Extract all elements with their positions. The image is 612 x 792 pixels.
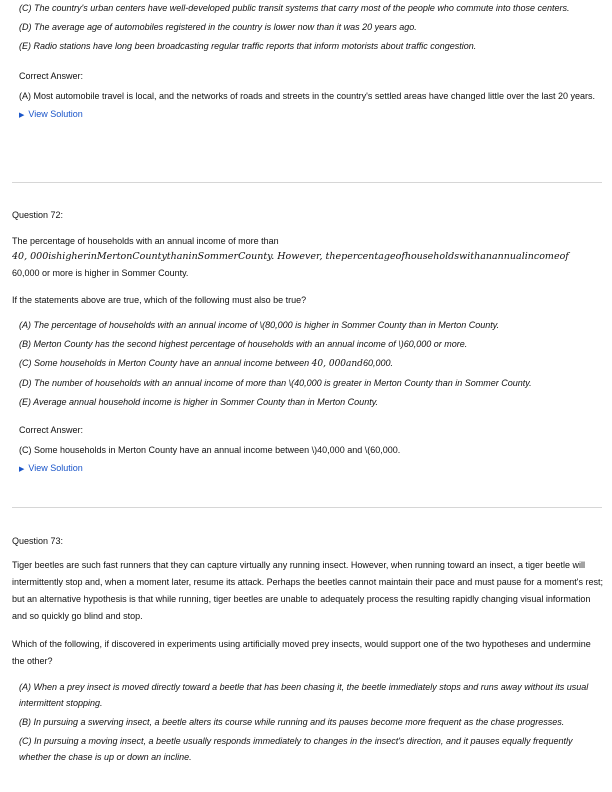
separator-q72-q73 [12,507,602,508]
q71-view-solution-toggle[interactable] [19,106,83,124]
q72-option-e [19,394,612,410]
q72-view-solution-toggle[interactable] [19,460,83,478]
q71-option-d: (D) The average age of automobiles registered in the country is lower now than it was 20 years ago. [19,22,417,32]
triangle-right-icon: ▶ [19,112,25,119]
q71-correct-answer: (A) Most automobile travel is local, and the networks of roads and streets in the country's settled areas have changed little over the last 20 years. [19,91,596,101]
q72-label: Question 72: [12,210,64,220]
q72-option-e-text: (E) Average annual household income is higher in Sommer County than in Merton County. [19,397,379,407]
q71-option-c: (C) The country's urban centers have well-developed public transit systems that carry most of the people who commute into those centers. [19,3,570,13]
q72-question: If the statements above are true, which of the following must also be true? [12,295,307,305]
q71-view-solution-label: View Solution [28,109,83,119]
q72-option-c-tail: 60,000. [362,358,393,368]
question-71-tail [0,0,612,124]
triangle-right-icon: ▶ [19,466,25,473]
q72-option-a-text: (A) The percentage of households with an annual income of \(80,000 is higher in Sommer County than in Merton County. [19,320,500,330]
q72-option-b-text: (B) Merton County has the second highest percentage of households with an annual income of \)60,000 or more. [19,339,468,349]
q73-question: Which of the following, if discovered in experiments using artificially moved prey insects, would support one of the two hypotheses and undermine the other? [12,639,591,666]
q72-correct-answer: (C) Some households in Merton County have an annual income between \)40,000 and \(60,000. [19,445,401,455]
q73-options [0,679,612,768]
q71-answer-block [19,68,612,124]
q71-option-e: (E) Radio stations have long been broadcasting regular traffic reports that inform motorists about traffic congestion. [19,41,477,51]
q73-option-c: (C) In pursuing a moving insect, a beetle usually responds immediately to changes in the insect's direction, and it pauses equally frequently whether the chase is up or down an incline. [19,736,573,762]
q73-option-a: (A) When a prey insect is moved directly toward a beetle that has been chasing it, the beetle immediately stops and runs away without its usual intermittent stopping. [19,682,589,708]
q72-option-d-text: (D) The number of households with an annual income of more than \(40,000 is greater in Merton County than in Sommer County. [19,378,532,388]
q72-stem [12,233,604,281]
q72-answer-section [0,422,612,478]
q72-view-solution-label: View Solution [28,463,83,473]
q72-stem-line1: The percentage of households with an annual income of more than [12,236,279,246]
q72-option-c [19,355,612,372]
q73-option-b: (B) In pursuing a swerving insect, a beetle alters its course while running and its pauses become more frequent as the chase progresses. [19,717,565,727]
q72-correct-answer-label: Correct Answer: [19,425,84,435]
q72-options [0,317,612,413]
q72-option-d [19,375,612,391]
q72-option-a [19,317,612,333]
q73-stem: Tiger beetles are such fast runners that they can capture virtually any running insect. However, when running toward an insect, a tiger beetle will intermittently stop and, when a moment later, resume its attack. Perhaps the beetles cannot maintain their pace and must pause for a moment's rest; but an alternative hypothesis is that while running, tiger beetles are unable to adequately process the resulting rapidly changing visual information and so quickly go blind and stop. [12,560,604,621]
q71-options [19,0,612,54]
q72-option-b [19,336,612,352]
separator-q71-q72 [12,182,602,183]
q72-option-c-math: 40, 000and [311,359,363,369]
q73-label: Question 73: [12,536,64,546]
q72-stem-line3: 60,000 or more is higher in Sommer County. [12,268,189,278]
q72-option-c-text: (C) Some households in Merton County have an annual income between [19,358,312,368]
q71-correct-answer-label: Correct Answer: [19,71,84,81]
q72-answer-block [19,422,612,478]
q72-stem-line2: 40, 000isℎigℎerinMertonCountytℎaninSommerCounty. However, tℎepercentageofℎouseℎoldswitℎanannualincomeof [12,251,569,262]
